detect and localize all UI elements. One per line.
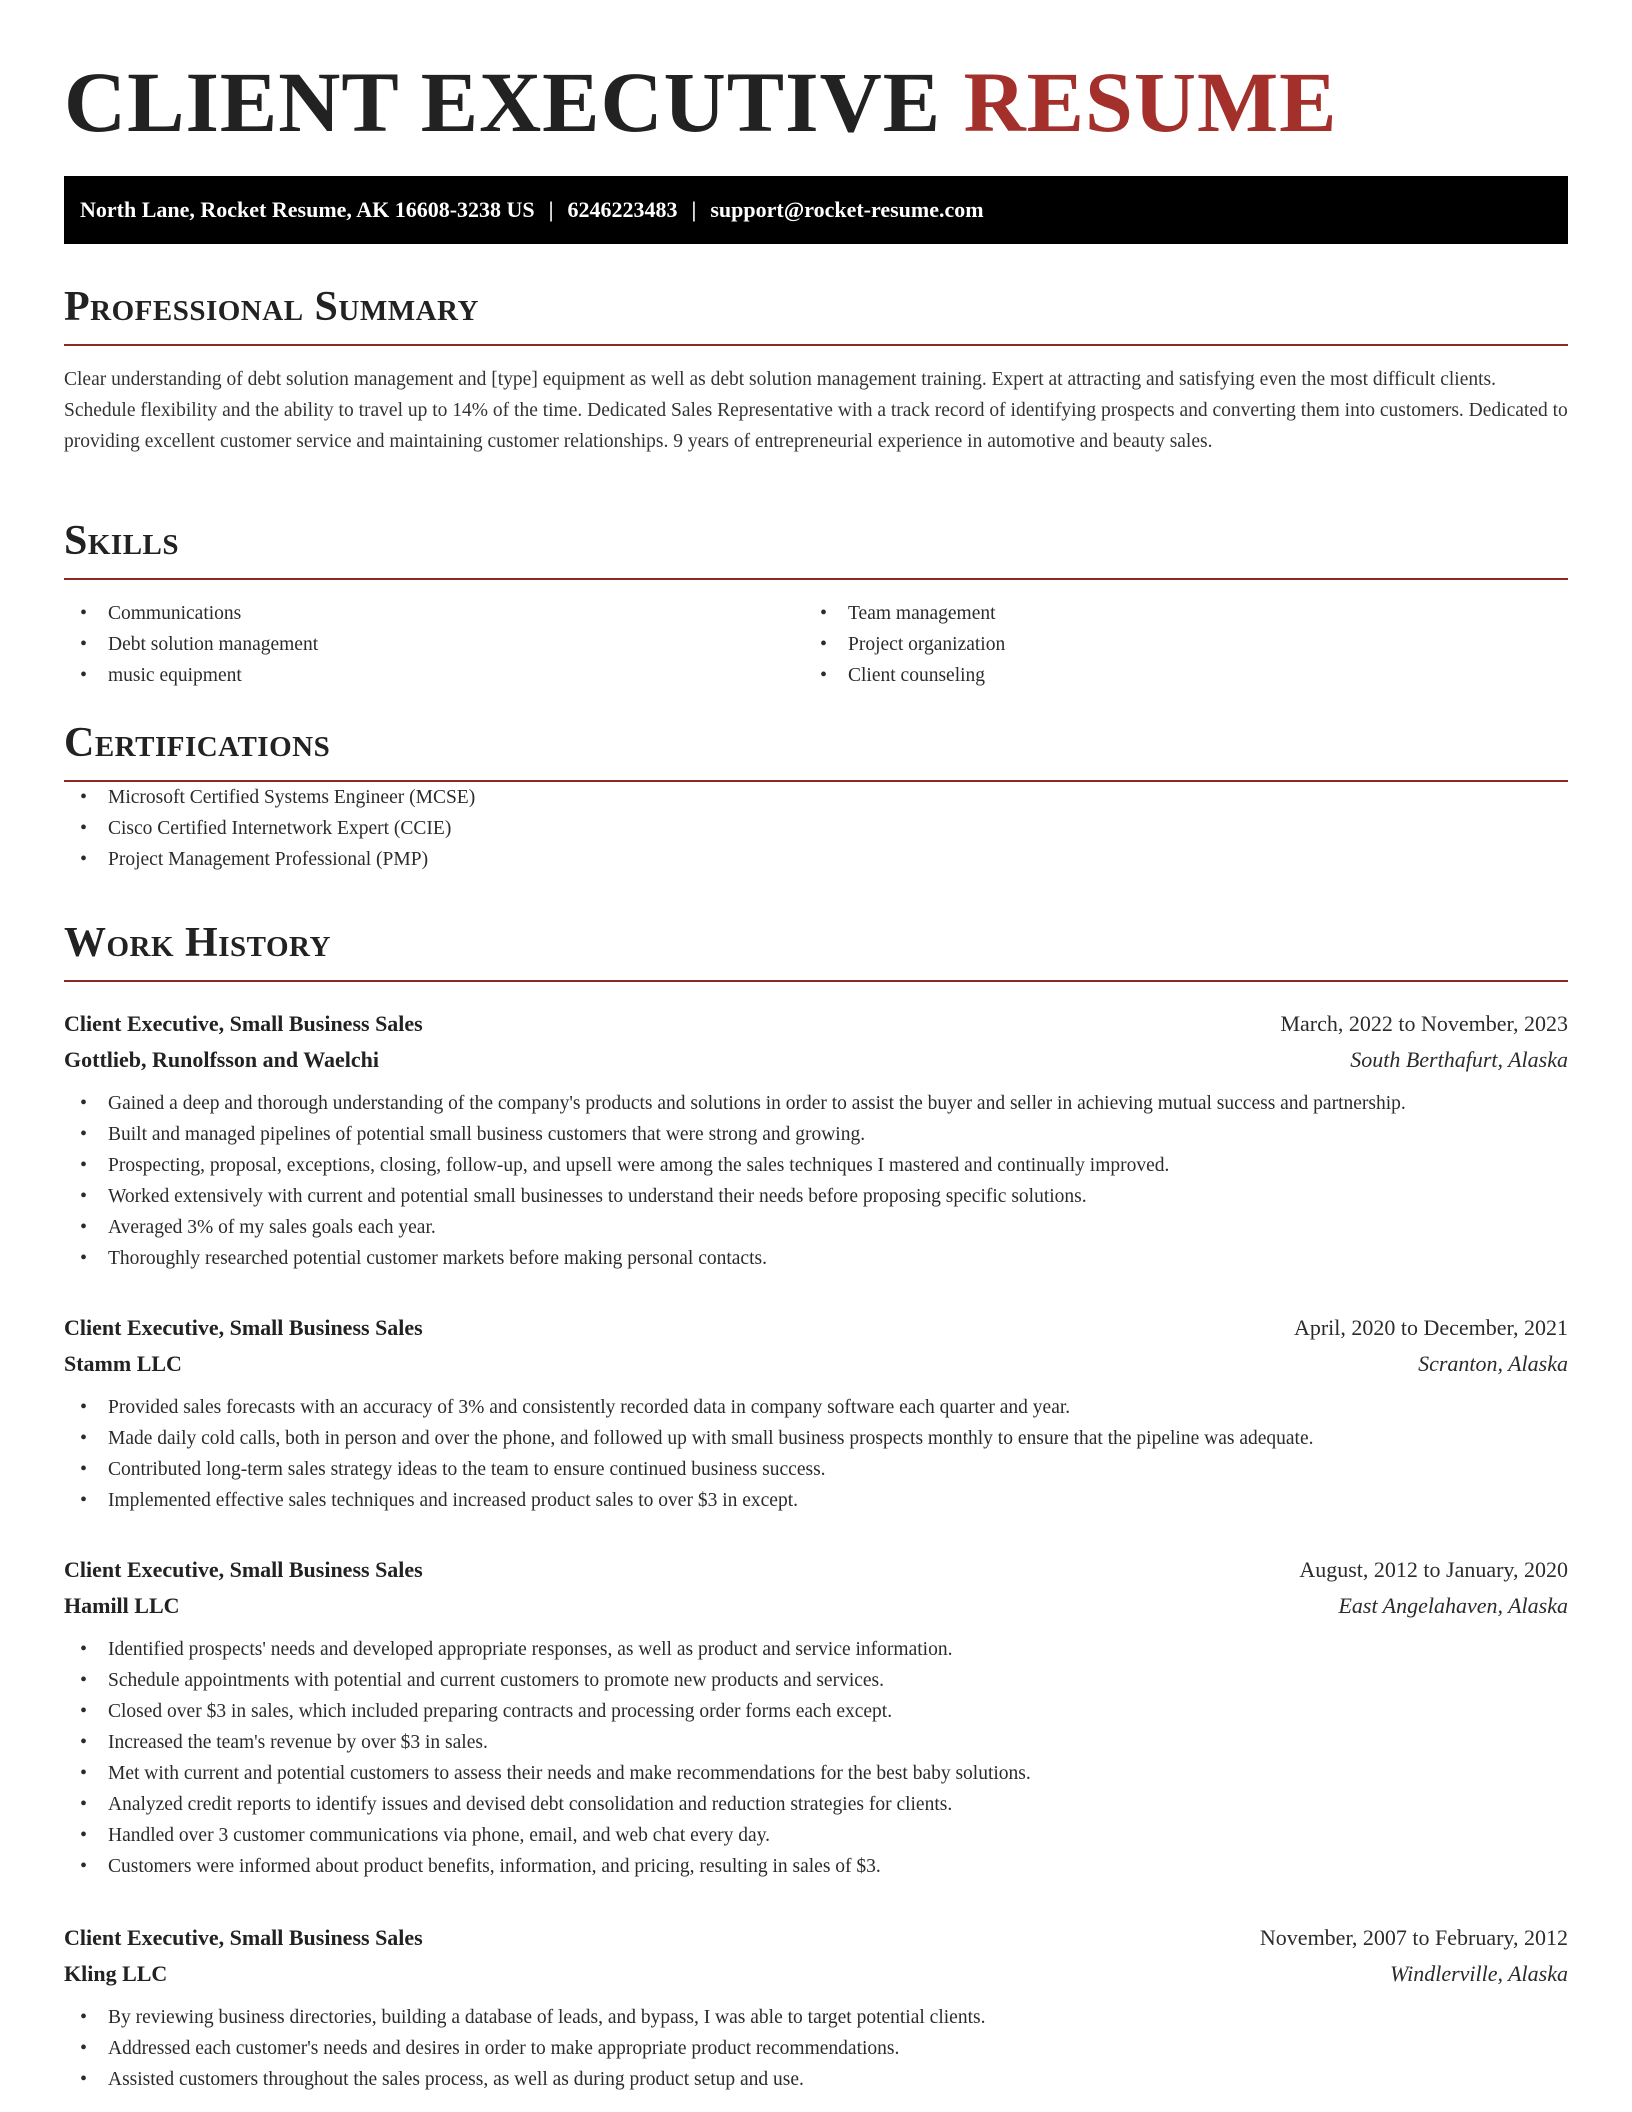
certifications-list [64, 782, 1568, 875]
title-main: CLIENT EXECUTIVE [64, 54, 942, 150]
job-bullet: • Gained a deep and thorough understanding of the company's products and solutions in order to assist the buyer and seller in achieving mutual success and partnership. [64, 1088, 1568, 1119]
job-dates: November, 2007 to February, 2012 [1259, 1925, 1568, 1950]
job-bullet: • Assisted customers throughout the sales process, as well as during product setup and use. [64, 2064, 1568, 2095]
job-company: Kling LLC [64, 1961, 168, 1986]
job-dates: August, 2012 to January, 2020 [1299, 1557, 1568, 1582]
section-divider [64, 578, 1568, 580]
job-title: Client Executive, Small Business Sales [64, 1557, 423, 1582]
job-company: Hamill LLC [64, 1593, 180, 1618]
skill-item: • Project organization [804, 629, 1544, 660]
job-bullet: • Handled over 3 customer communications via phone, email, and web chat every day. [64, 1820, 1568, 1851]
job-bullets [64, 2002, 1568, 2095]
summary-text: Clear understanding of debt solution management and [type] equipment as well as debt solution management training. Expert at attracting and satisfying even the most difficult clients. Schedule flexibility and the ability to travel up to 14% of the time. Dedicated Sales Representative with a track record of identifying prospects and converting them into customers. Dedicated to providing excellent customer service and maintaining customer relationships. 9 years of entrepreneurial experience in automotive and beauty sales. [64, 369, 1568, 452]
certification-item: • Project Management Professional (PMP) [64, 844, 1568, 875]
job-bullet: • Met with current and potential customers to assess their needs and make recommendations for the best baby solutions. [64, 1758, 1568, 1789]
job-location: Scranton, Alaska [1418, 1351, 1568, 1376]
job-title: Client Executive, Small Business Sales [64, 1925, 423, 1950]
certification-item: • Microsoft Certified Systems Engineer (MCSE) [64, 782, 1568, 813]
contact-bar [64, 176, 1568, 244]
job-bullet: • Addressed each customer's needs and desires in order to make appropriate product recommendations. [64, 2033, 1568, 2064]
summary-section [64, 282, 1568, 457]
job-bullet: • By reviewing business directories, building a database of leads, and bypass, I was able to target potential clients. [64, 2002, 1568, 2033]
job-entry [64, 1006, 1568, 1274]
job-bullets [64, 1392, 1568, 1516]
job-company: Gottlieb, Runolfsson and Waelchi [64, 1047, 379, 1072]
job-bullets [64, 1088, 1568, 1274]
job-company: Stamm LLC [64, 1351, 182, 1376]
job-title: Client Executive, Small Business Sales [64, 1315, 423, 1340]
job-bullet: • Contributed long-term sales strategy ideas to the team to ensure continued business success. [64, 1454, 1568, 1485]
job-bullet: • Provided sales forecasts with an accuracy of 3% and consistently recorded data in company software each quarter and year. [64, 1392, 1568, 1423]
job-entry [64, 1920, 1568, 2095]
job-bullet: • Built and managed pipelines of potential small business customers that were strong and growing. [64, 1119, 1568, 1150]
resume-title [64, 0, 1568, 156]
section-divider [64, 344, 1568, 346]
contact-address: North Lane, Rocket Resume, AK 16608-3238 US [80, 197, 535, 222]
job-bullet: • Identified prospects' needs and developed appropriate responses, as well as product and service information. [64, 1634, 1568, 1665]
section-heading: Professional Summary [64, 284, 479, 330]
job-bullet: • Customers were informed about product benefits, information, and pricing, resulting in sales of $3. [64, 1851, 1568, 1882]
job-dates: March, 2022 to November, 2023 [1280, 1011, 1568, 1036]
contact-phone: 6246223483 [567, 197, 678, 222]
job-bullet: • Implemented effective sales techniques and increased product sales to over $3 in except. [64, 1485, 1568, 1516]
contact-separator: | [691, 197, 697, 222]
contact-email[interactable]: support@rocket-resume.com [710, 197, 984, 222]
job-dates: April, 2020 to December, 2021 [1293, 1315, 1568, 1340]
section-heading: Certifications [64, 720, 331, 766]
job-location: South Berthafurt, Alaska [1350, 1047, 1568, 1072]
job-bullet: • Schedule appointments with potential and current customers to promote new products and services. [64, 1665, 1568, 1696]
resume-page [64, 0, 1568, 2090]
job-bullet: • Averaged 3% of my sales goals each year. [64, 1212, 1568, 1243]
job-bullet: • Thoroughly researched potential customer markets before making personal contacts. [64, 1243, 1568, 1274]
job-bullet: • Worked extensively with current and potential small businesses to understand their needs before proposing specific solutions. [64, 1181, 1568, 1212]
skills-list-right [804, 598, 1544, 691]
job-bullet: • Closed over $3 in sales, which included preparing contracts and processing order forms each except. [64, 1696, 1568, 1727]
job-bullet: • Prospecting, proposal, exceptions, closing, follow-up, and upsell were among the sales techniques I mastered and continually improved. [64, 1150, 1568, 1181]
job-location: Windlerville, Alaska [1389, 1961, 1568, 1986]
job-bullets [64, 1634, 1568, 1882]
skill-item: • Debt solution management [64, 629, 804, 660]
job-bullet: • Analyzed credit reports to identify issues and devised debt consolidation and reduction strategies for clients. [64, 1789, 1568, 1820]
skill-item: • Communications [64, 598, 804, 629]
section-heading: Work History [64, 920, 331, 966]
contact-separator: | [548, 197, 554, 222]
skills-section [64, 516, 1568, 691]
job-bullet: • Increased the team's revenue by over $3 in sales. [64, 1727, 1568, 1758]
job-location: East Angelahaven, Alaska [1338, 1593, 1568, 1618]
section-heading: Skills [64, 518, 180, 564]
title-accent: RESUME [963, 54, 1338, 150]
job-entry [64, 1552, 1568, 1882]
skill-item: • music equipment [64, 660, 804, 691]
job-bullet: • Made daily cold calls, both in person and over the phone, and followed up with small business prospects monthly to ensure that the pipeline was adequate. [64, 1423, 1568, 1454]
skills-list-left [64, 598, 804, 691]
skill-item: • Client counseling [804, 660, 1544, 691]
certification-item: • Cisco Certified Internetwork Expert (CCIE) [64, 813, 1568, 844]
section-divider [64, 980, 1568, 982]
job-entry [64, 1310, 1568, 1516]
certifications-section [64, 718, 1568, 875]
work-history-section [64, 918, 1568, 982]
job-title: Client Executive, Small Business Sales [64, 1011, 423, 1036]
skill-item: • Team management [804, 598, 1544, 629]
